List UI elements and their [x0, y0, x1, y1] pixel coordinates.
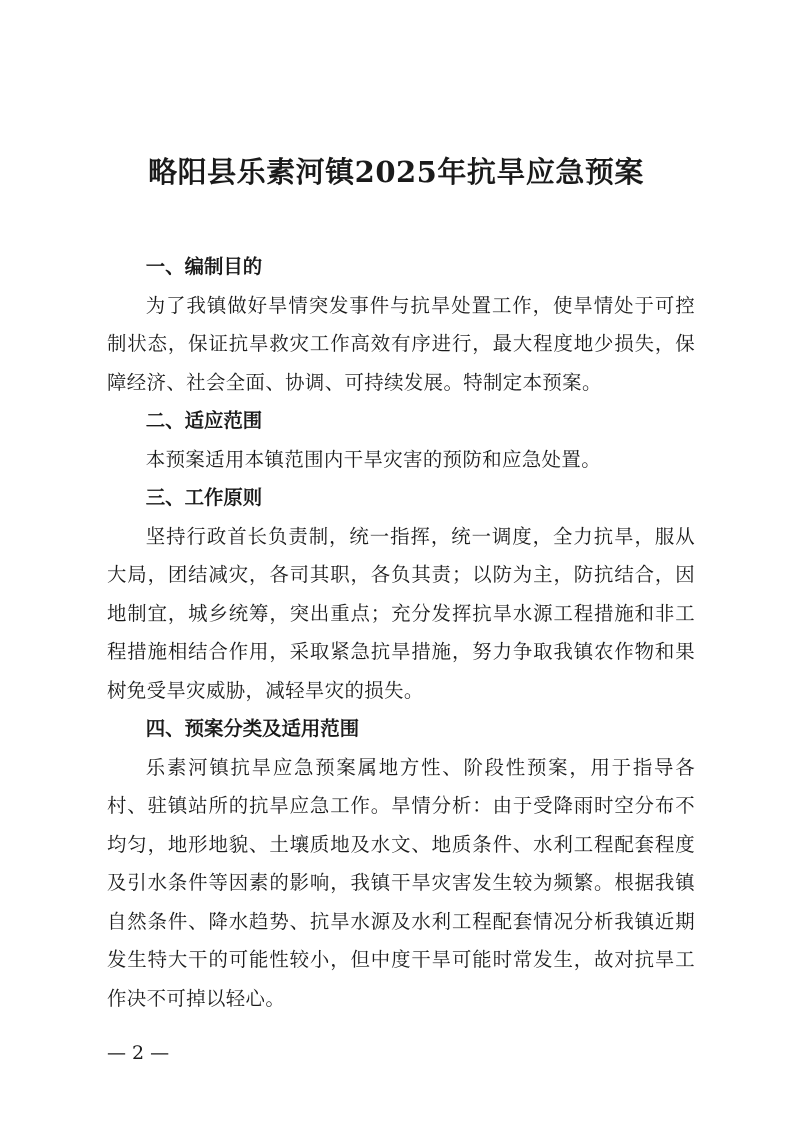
section-text-principles: 坚持行政首长负责制，统一指挥，统一调度，全力抗旱，服从大局，团结减灾，各司其职，各负其责；以防为主，防抗结合，因地制宜，城乡统筹，突出重点；充分发挥抗旱水源工程措施和非工程措施相结合作用，采取紧急抗旱措施，努力争取我镇农作物和果树免受旱灾威胁，减轻旱灾的损失。 — [107, 524, 695, 702]
section-heading-principles: 三、工作原则 — [145, 486, 263, 509]
document-body — [107, 248, 695, 1018]
section-text-classification: 乐素河镇抗旱应急预案属地方性、阶段性预案，用于指导各村、驻镇站所的抗旱应急工作。旱情分析：由于受降雨时空分布不均匀，地形地貌、土壤质地及水文、地质条件、水利工程配套程度及引水条件等因素的影响，我镇干旱灾害发生较为频繁。根据我镇自然条件、降水趋势、抗旱水源及水利工程配套情况分析我镇近期发生特大干的可能性较小，但中度干旱可能时常发生，故对抗旱工作决不可掉以轻心。 — [107, 755, 695, 1010]
page-number: — 2 — — [107, 1042, 170, 1064]
section-text-purpose: 为了我镇做好旱情突发事件与抗旱处置工作，使旱情处于可控制状态，保证抗旱救灾工作高效有序进行，最大程度地少损失，保障经济、社会全面、协调、可持续发展。特制定本预案。 — [107, 293, 695, 394]
document-title: 略阳县乐素河镇2025年抗旱应急预案 — [148, 155, 644, 189]
section-heading-classification: 四、预案分类及适用范围 — [145, 717, 360, 740]
section-text-scope: 本预案适用本镇范围内干旱灾害的预防和应急处置。 — [145, 447, 601, 471]
section-heading-purpose: 一、编制目的 — [145, 255, 263, 278]
section-heading-scope: 二、适应范围 — [145, 409, 263, 432]
